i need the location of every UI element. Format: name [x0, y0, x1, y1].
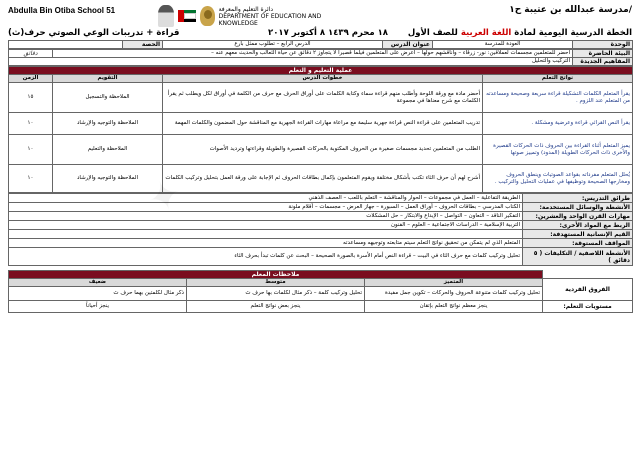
table-row	[9, 113, 633, 135]
warmup-row	[9, 50, 633, 58]
assessment-cell: الملاحظة والتوجيه والإرشاد	[53, 113, 163, 135]
emblem-icon	[200, 6, 214, 26]
table-row	[9, 83, 633, 113]
school-name-en: Abdulla Bin Otiba School 51	[8, 6, 116, 15]
details-table	[8, 193, 633, 266]
dept-name-en: DEPARTMENT OF EDUCATION AND KNOWLEDGE	[218, 12, 322, 27]
time-cell: ١٠	[9, 135, 53, 165]
watermark: ✦	[141, 169, 188, 225]
warmup-table	[8, 49, 633, 66]
activities-label: الأنشطة والوسائل المستخدمة:	[523, 203, 633, 212]
step-cell: أشرح لهم أن حرف الثاء تكتب بأشكال مختلفة ويقوم المتعلمون بإكمال بطاقات الحروف ثم الإجابة على ورقة العمل بتحليل وتركيب الكلمات	[163, 165, 483, 193]
assessment-cell: الملاحظة والتسجيل	[53, 83, 163, 113]
table-row	[9, 135, 633, 165]
process-header-row	[9, 75, 633, 83]
lesson-plan-page	[8, 4, 632, 449]
table-row	[9, 212, 633, 221]
steps-header: خطوات الدرس	[163, 75, 483, 83]
warmup-time: دقائق	[9, 50, 53, 58]
leader-portrait-icon	[158, 5, 174, 27]
info-table	[8, 40, 633, 49]
activities-text: الكتاب المدرسي – بطاقات الحروف – أوراق العمل – السبورة – جهاز العرض – مجسمات – أقلام ملونة	[9, 203, 523, 212]
process-table	[8, 66, 633, 193]
assessment-cell: الملاحظة والتوجيه والإرشاد	[53, 165, 163, 193]
diff-tasks-row	[9, 287, 633, 301]
period-value	[9, 41, 123, 49]
department-name	[219, 6, 348, 27]
table-row	[9, 230, 633, 239]
uae-flag-icon	[178, 10, 196, 22]
task-high-cell: تحليل وتركيب كلمات متنوعة الحروف والحركات – تكوين جمل مفيدة	[365, 287, 543, 301]
lesson-title-label: عنوان الدرس	[383, 41, 433, 49]
level-mid-cell: ينجز بعض نواتج التعلم	[187, 301, 365, 313]
task-mid-cell: تحليل وتركيب كلمة – ذكر مثال لكلمات بها حرف ث	[187, 287, 365, 301]
outcome-cell: يميز المتعلم أثناء القراءة بين الحروف ذات الحركات القصيرة والأخرى ذات الحركات الطويلة (المدود) وتمييز صوتها	[483, 135, 633, 165]
differentiation-table	[8, 270, 633, 313]
warmup-text: أحضر للمتعلمين مجسمات لعملاقين: نور- زرقاء – واناقشهم حولها – أعرض على المتعلمين فيلما قصيرا لا يتجاوز ٢ دقائق عن حياة الثعالب والحديث معهم عنه –	[53, 50, 573, 58]
plan-subject: اللغة العربية	[460, 28, 512, 38]
homework-label: الأنشطة اللاصفية / التكليفات ( ٥ دقائق )	[523, 248, 633, 266]
process-band: عملية التعليم و التعلم	[9, 67, 633, 75]
skills-text: التفكير الناقد – التعاون – التواصل – الإبداع والابتكار – حل المشكلات	[9, 212, 523, 221]
time-header: الزمن	[9, 75, 53, 83]
outcome-cell: يقرأ المتعلم الكلمات التشكيلة قراءة سريعة وصحيحة ومساعدته من المتعلم عند اللزوم .	[483, 83, 633, 113]
plan-title-suffix: للصف الأول	[407, 28, 458, 38]
diff-header-row	[9, 279, 633, 287]
time-cell: ١٠	[9, 165, 53, 193]
task-low-cell: ذكر مثال لكلمتين بهما حرف ث	[9, 287, 187, 301]
concepts-text: التركيب والتحليل	[9, 58, 573, 66]
step-cell: تدريب المتعلمين على قراءة النص قراءة جهرية سليمة مع مراعاة مهارات القراءة الجهرية مع المناقشة حول المضمون والكلمات المهمة	[163, 113, 483, 135]
concepts-row	[9, 58, 633, 66]
table-row	[9, 194, 633, 203]
plan-date: ١٨ محرم ١٤٣٩ ٨ أكتوبر ٢٠١٧	[268, 28, 388, 38]
unit-value: العودة للمدرسة	[433, 41, 573, 49]
time-cell: ١٠	[9, 113, 53, 135]
unit-label: الوحدة	[573, 41, 633, 49]
homework-text: تحليل وتركيب كلمات مع حرف الثاء في البيت – قراءة النص أمام الأسرة بالصورة الصحيحة – البحث عن كلمات تبدأ بحرف الثاء	[9, 248, 523, 266]
step-cell: أحضر مادة مع ورقة اللوحة وأطلب منهم قراءة سماء وكتابة الكلمات على أوراق الحرف مع حرف من الكلمة في أوراق لكل ويطلب ثم يقرأ الكلمات مع شرح معناها في مجموعة	[163, 83, 483, 113]
lesson-title: قراءة + تدريبات الوعي الصوتي حرف(ث)	[8, 28, 180, 38]
info-row	[9, 41, 633, 49]
concepts-label: المفاهيم الجديدة	[573, 58, 633, 66]
step-cell: الطلب من المتعلمين تحديد مجسمات صغيرة من الحروف المكتوبة بالحركات القصيرة والطويلة وقراءتها وترديد الأصوات	[163, 135, 483, 165]
methods-label: طرائق التدريس:	[523, 194, 633, 203]
table-row	[9, 165, 633, 193]
lesson-value: الدرس الرابع – تطلوب ممثل بارع	[163, 41, 383, 49]
diff-levels-row	[9, 301, 633, 313]
plan-title	[408, 28, 632, 38]
assessment-cell: الملاحظة والتعليم	[53, 135, 163, 165]
level-high-header: المتميز	[365, 279, 543, 287]
table-row	[9, 248, 633, 266]
links-label: الربط مع المواد الأخرى:	[523, 221, 633, 230]
outcomes-header: نواتج التعلم	[483, 75, 633, 83]
values-text	[9, 230, 523, 239]
ministry-logo	[158, 4, 348, 28]
remedial-label: المواقف المستوقة:	[523, 239, 633, 248]
table-row	[9, 239, 633, 248]
page-header	[8, 4, 632, 28]
methods-text: الطريقة التفاعلية – العمل في مجموعات – الحوار والمناقشة – التعلم باللعب – العصف الذهني	[9, 194, 523, 203]
levels-label: مستويات التعلم:	[543, 301, 633, 313]
plan-title-prefix: الخطة الدرسية اليومية لمادة	[514, 28, 632, 38]
table-row	[9, 203, 633, 212]
dept-name-ar: دائرة التعليم والمعرفة	[218, 5, 273, 13]
remedial-text: المتعلم الذي لم يتمكن من تحقيق نواتج التعلم سيتم متابعته وتوجيهه ومساعدته	[9, 239, 523, 248]
outcome-cell: يقرأ النص القرائي قراءة وعرضية ومشكلة .	[483, 113, 633, 135]
time-cell: ١٥	[9, 83, 53, 113]
values-label: القيم الإنسانية المستهدفة:	[523, 230, 633, 239]
plan-title-row	[8, 28, 632, 40]
period-label: الحصة	[123, 41, 163, 49]
level-high-cell: ينجز معظم نواتج التعلم بإتقان	[365, 301, 543, 313]
skills-label: مهارات القرن الواحد والعشرين:	[523, 212, 633, 221]
diff-label: الفروق الفردية	[543, 279, 633, 301]
assessment-header: التقويم	[53, 75, 163, 83]
level-mid-header: متوسط	[187, 279, 365, 287]
level-low-header: ضعيف	[9, 279, 187, 287]
teacher-notes-band: ملاحظات المعلم	[9, 271, 543, 279]
links-text: التربية الإسلامية – الدراسات الاجتماعية – العلوم – الفنون	[9, 221, 523, 230]
school-name-ar: مدرسة عبدالله بن عتيبة ح١/	[509, 5, 632, 15]
outcome-cell: يُحلل المتعلم مفرداته بقواعد الصوتيات وينطق الحروف ومخارجها الصحيحة وتوظيفها في عمليات التحليل والتركيب .	[483, 165, 633, 193]
level-low-cell: ينجز أحياناً	[9, 301, 187, 313]
table-row	[9, 221, 633, 230]
warmup-label: البيئة الحاضرة	[573, 50, 633, 58]
